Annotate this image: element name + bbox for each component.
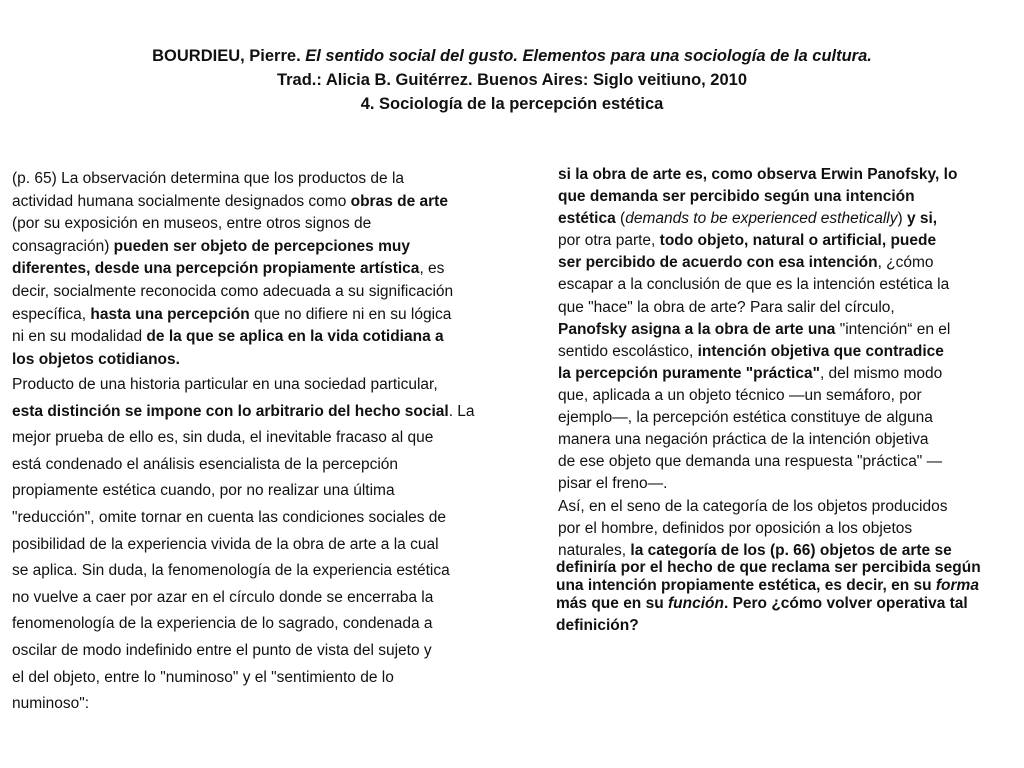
text-line: ni en su modalidad de la que se aplica en la vida cotidiana a bbox=[12, 328, 444, 346]
text-line: los objetos cotidianos. bbox=[12, 350, 180, 368]
text-line: oscilar de modo indefinido entre el punto de vista del sujeto y bbox=[12, 641, 432, 659]
text-line: decir, socialmente reconocida como adecuada a su significación bbox=[12, 282, 454, 300]
paragraph-definicion bbox=[556, 559, 981, 635]
text-line: está condenado el análisis esencialista de la percepción bbox=[12, 455, 399, 473]
text-line: consagración) pueden ser objeto de percepciones muy bbox=[12, 237, 410, 255]
text-line: pisar el freno—. bbox=[558, 475, 668, 493]
text-line: Producto de una historia particular en una sociedad particular, bbox=[12, 376, 438, 393]
text-line: si la obra de arte es, como observa Erwin Panofsky, lo bbox=[558, 166, 958, 183]
text-line: manera una negación práctica de la intención objetiva bbox=[558, 431, 929, 449]
text-line: posibilidad de la experiencia vivida de la obra de arte a la cual bbox=[12, 535, 439, 553]
text-line: definición? bbox=[556, 617, 639, 634]
text-line: por otra parte, todo objeto, natural o artificial, puede bbox=[558, 232, 937, 250]
text-line: no vuelve a caer por azar en el círculo donde se encerraba la bbox=[12, 588, 434, 606]
text-line: que "hace" la obra de arte? Para salir del círculo, bbox=[558, 298, 895, 316]
text-line: naturales, la categoría de los (p. 66) objetos de arte se bbox=[558, 542, 952, 559]
text-line: se aplica. Sin duda, la fenomenología de la experiencia estética bbox=[12, 562, 450, 580]
text-line: propiamente estética cuando, por no realizar una última bbox=[12, 482, 395, 500]
citation-line: Trad.: Alicia B. Guitérrez. Buenos Aires: Siglo veitiuno, 2010 bbox=[276, 71, 748, 89]
text-line: ejemplo—, la percepción estética constituye de alguna bbox=[558, 409, 933, 427]
text-line: por el hombre, definidos por oposición a los objetos bbox=[558, 520, 913, 537]
text-line: que demanda ser percibido según una intención bbox=[558, 188, 915, 206]
text-line: el del objeto, entre lo "numinoso" y el "sentimiento de lo bbox=[12, 668, 394, 686]
text-line: de ese objeto que demanda una respuesta "práctica" — bbox=[558, 453, 943, 471]
text-line: (p. 65) La observación determina que los productos de la bbox=[12, 170, 405, 187]
text-line: la percepción puramente "práctica", del mismo modo bbox=[558, 364, 943, 382]
text-line: mejor prueba de ello es, sin duda, el inevitable fracaso al que bbox=[12, 429, 434, 447]
text-line: estética (demands to be experienced esthetically) y si, bbox=[558, 210, 938, 228]
text-line: esta distinción se impone con lo arbitrario del hecho social. La bbox=[12, 402, 475, 420]
paragraph-categoria-objetos bbox=[558, 496, 952, 562]
paragraph-panofsky bbox=[558, 164, 957, 495]
text-line: numinoso": bbox=[12, 695, 90, 713]
text-line: definiría por el hecho de que reclama ser percibida según bbox=[556, 559, 981, 576]
text-line: una intención propiamente estética, es decir, en su forma bbox=[556, 577, 979, 594]
text-line: actividad humana socialmente designados como obras de arte bbox=[12, 192, 448, 210]
text-line: fenomenología de la experiencia de lo sagrado, condenada a bbox=[12, 615, 433, 633]
text-line: Panofsky asigna a la obra de arte una "intención“ en el bbox=[558, 320, 951, 338]
text-line: Así, en el seno de la categoría de los objetos producidos bbox=[558, 498, 948, 515]
paragraph-producto-historia bbox=[12, 372, 475, 718]
text-line: más que en su función. Pero ¿cómo volver operativa tal bbox=[556, 595, 968, 612]
text-line: específica, hasta una percepción que no difiere ni en su lógica bbox=[12, 305, 452, 323]
section-title: 4. Sociología de la percepción estética bbox=[360, 95, 664, 113]
citation-header bbox=[0, 44, 1024, 116]
paragraph-observacion bbox=[12, 168, 453, 371]
text-line: diferentes, desde una percepción propiamente artística, es bbox=[12, 260, 445, 278]
text-line: escapar a la conclusión de que es la intención estética la bbox=[558, 276, 950, 294]
text-line: "reducción", omite tornar en cuenta las condiciones sociales de bbox=[12, 508, 447, 526]
citation-line: BOURDIEU, Pierre. El sentido social del gusto. Elementos para una sociología de la cultura. bbox=[152, 47, 872, 65]
text-line: (por su exposición en museos, entre otros signos de bbox=[12, 215, 372, 233]
text-line: ser percibido de acuerdo con esa intención, ¿cómo bbox=[558, 254, 934, 272]
text-line: sentido escolástico, intención objetiva que contradice bbox=[558, 342, 944, 360]
text-line: que, aplicada a un objeto técnico —un semáforo, por bbox=[558, 386, 922, 404]
